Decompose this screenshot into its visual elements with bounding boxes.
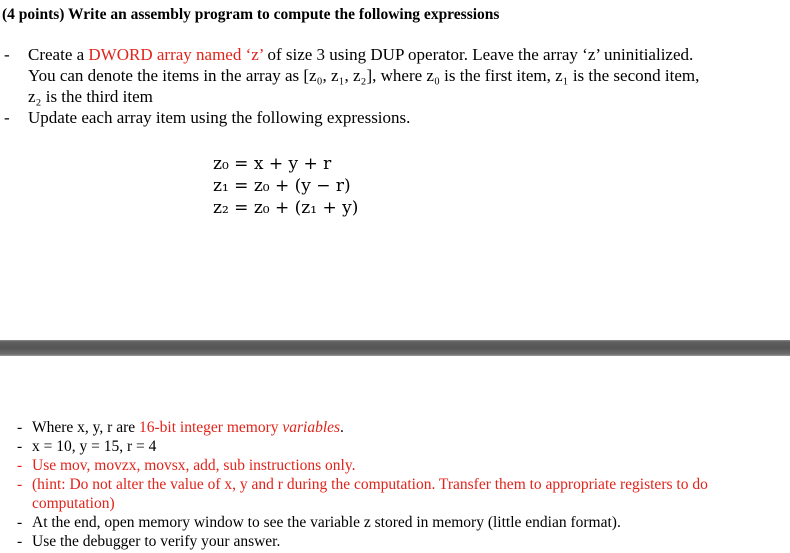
bullet-text-line-2: computation): [32, 495, 115, 512]
bullet-hint: [0, 475, 790, 513]
text-segment: Where x, y, r are: [32, 419, 140, 436]
bullet-text-line-1: (hint: Do not alter the value of x, y and r during the computation. Transfer them to appropriate registers to do: [32, 476, 708, 493]
bullet-instructions: [0, 456, 790, 475]
bullet-text: x = 10, y = 15, r = 4: [32, 438, 157, 455]
equation-z0: z₀ = x + y + r: [213, 154, 332, 174]
highlight-dword-array: DWORD array named ‘z’: [88, 45, 264, 64]
highlight-16bit: 16-bit integer memory: [139, 419, 283, 436]
bullet-variables: [0, 418, 790, 437]
bullet-line-1: [28, 44, 790, 65]
bullet-dash: -: [17, 533, 23, 550]
bullet-create-array: [0, 44, 790, 107]
bullet-dash: -: [17, 419, 23, 436]
section-divider: [0, 340, 790, 356]
bullet-text: Use the debugger to verify your answer.: [32, 533, 281, 550]
highlight-variables: variables: [282, 419, 341, 436]
bullet-line-2: You can denote the items in the array as [z₀, z₁, z₂], where z₀ is the first item, z₁ is the second item,: [28, 66, 700, 85]
bullet-debugger: [0, 532, 790, 551]
bullet-dash: -: [4, 108, 10, 127]
bullet-text: At the end, open memory window to see the variable z stored in memory (little endian format).: [32, 514, 621, 531]
question-heading: (4 points) Write an assembly program to compute the following expressions: [2, 6, 500, 23]
bullet-memory-window: [0, 513, 790, 532]
bullet-dash: -: [4, 45, 10, 64]
equation-block: [213, 153, 358, 219]
bullet-update-items: [0, 107, 790, 128]
bullet-line: Update each array item using the following expressions.: [28, 108, 411, 127]
bullet-text: Use mov, movzx, movsx, add, sub instructions only.: [32, 457, 356, 474]
equation-z1: z₁ = z₀ + (y − r): [213, 176, 351, 196]
equation-z2: z₂ = z₀ + (z₁ + y): [213, 198, 359, 218]
bullet-dash: -: [17, 476, 23, 493]
bullet-dash: -: [17, 438, 23, 455]
text-segment: .: [340, 419, 344, 436]
bullet-line-3: z₂ is the third item: [28, 87, 153, 106]
text-segment: of size 3 using DUP operator. Leave the array ‘z’ uninitialized.: [263, 45, 694, 64]
bullet-values: [0, 437, 790, 456]
bottom-bullet-list: [0, 418, 790, 551]
top-bullet-list: [0, 44, 790, 128]
bullet-dash: -: [17, 457, 23, 474]
text-segment: Create a: [28, 45, 89, 64]
bullet-dash: -: [17, 514, 23, 531]
